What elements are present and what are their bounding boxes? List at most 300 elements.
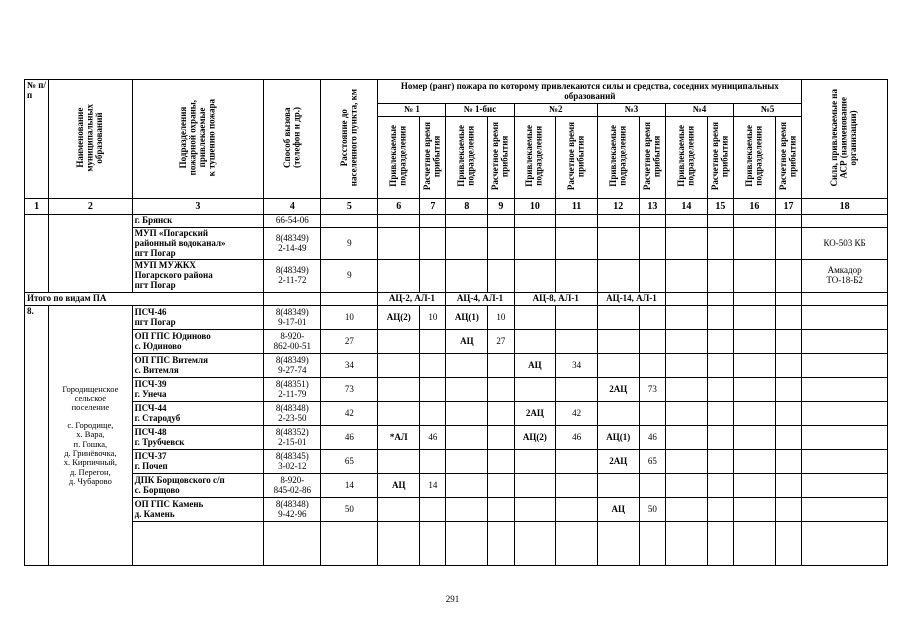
rank-cell — [420, 330, 446, 354]
table-row — [25, 306, 888, 330]
sub-header-units — [597, 116, 639, 198]
text-line: 66-54-06 — [275, 214, 309, 225]
rank-cell: АЦ — [597, 498, 639, 522]
rank-cell — [707, 474, 733, 498]
cell — [378, 214, 420, 227]
rank-cell: 46 — [639, 426, 665, 450]
table-row — [25, 330, 888, 354]
cell — [264, 293, 321, 306]
rank-cell — [775, 474, 802, 498]
cell — [707, 522, 733, 566]
cell — [734, 260, 776, 293]
rotated-header — [609, 125, 628, 187]
rank-cell — [446, 426, 488, 450]
phone-cell — [264, 227, 321, 260]
text-line: 9-42-96 — [278, 508, 307, 519]
text-line: ТО-18-Б2 — [826, 275, 863, 286]
text-line: 2-11-72 — [278, 275, 307, 286]
cell — [488, 260, 514, 293]
rank-cell — [597, 402, 639, 426]
rank-cell — [707, 378, 733, 402]
text-line: г. Почеп — [134, 460, 168, 471]
totals-r3: АЦ-14, АЛ-1 — [597, 293, 665, 306]
table-row — [25, 354, 888, 378]
rank-cell — [665, 354, 707, 378]
text-line: п. Гошка, — [73, 438, 108, 449]
col-force-header — [802, 80, 888, 199]
unit-cell — [132, 330, 264, 354]
text-line: подразделения — [465, 126, 476, 186]
force-cell — [802, 498, 888, 522]
text-line: Расчетное время — [778, 121, 789, 190]
rank-cell: 2АЦ — [597, 378, 639, 402]
col-unit-header — [132, 80, 264, 199]
rotated-header — [457, 125, 476, 187]
rank-cell — [420, 378, 446, 402]
cell — [597, 522, 639, 566]
cell — [420, 214, 446, 227]
cell — [378, 227, 420, 260]
text-line: Расчетное время — [490, 121, 501, 190]
rank-cell — [665, 378, 707, 402]
rank-header: №4 — [665, 104, 733, 117]
text-line: Расчетное время — [566, 121, 577, 190]
text-line: Сила, привлекаемые на — [829, 88, 840, 187]
text-line: х. Кирпичный, — [63, 457, 117, 468]
rank-cell: 46 — [420, 426, 446, 450]
text-line: Расчетное время — [709, 121, 720, 190]
sub-header-units — [665, 116, 707, 198]
rank-cell — [734, 330, 776, 354]
rank-cell — [639, 330, 665, 354]
phone-cell — [264, 402, 321, 426]
rank-cell — [488, 426, 514, 450]
text-line: Подразделения — [178, 106, 189, 169]
rank-cell — [597, 306, 639, 330]
text-line: к тушению пожара — [206, 98, 217, 177]
rank-cell — [446, 354, 488, 378]
force-cell — [802, 378, 888, 402]
rank-cell — [665, 330, 707, 354]
rank-cell — [775, 426, 802, 450]
unit-cell — [132, 227, 264, 260]
section-number: 8. — [25, 306, 49, 566]
column-number: 6 — [378, 198, 420, 214]
text-line: пгт Погар — [134, 280, 176, 291]
rank-cell — [446, 474, 488, 498]
cell — [665, 227, 707, 260]
phone-cell — [264, 426, 321, 450]
rank-cell — [665, 306, 707, 330]
rank-cell — [420, 450, 446, 474]
table-row — [25, 522, 888, 566]
rank-cell — [775, 450, 802, 474]
totals-row — [25, 293, 888, 306]
rank-cell — [378, 330, 420, 354]
text-line: д. Перегон, — [69, 466, 111, 477]
text-line: ПСЧ-39 — [134, 378, 167, 389]
unit-cell — [132, 260, 264, 293]
rank-cell — [734, 402, 776, 426]
text-line: 862-00-51 — [273, 340, 312, 351]
text-line: 8(48351) — [275, 378, 309, 389]
cell — [556, 260, 598, 293]
rank-cell — [446, 498, 488, 522]
text-line: населенного пункта, км — [348, 88, 359, 187]
rank-cell — [446, 378, 488, 402]
distance-cell: 73 — [321, 378, 378, 402]
rank-cell — [420, 402, 446, 426]
rank-cell: 2АЦ — [514, 402, 556, 426]
rank-cell: 14 — [420, 474, 446, 498]
cell — [132, 522, 264, 566]
rank-cell — [378, 378, 420, 402]
rank-cell — [734, 498, 776, 522]
rank-cell — [775, 378, 802, 402]
cell — [25, 214, 49, 292]
cell — [420, 260, 446, 293]
rotated-header — [830, 89, 858, 187]
phone-cell — [264, 214, 321, 227]
rank-cell — [775, 354, 802, 378]
force-cell — [802, 330, 888, 354]
text-line: образований — [94, 111, 105, 164]
table-row — [25, 474, 888, 498]
text-line: пгт Погар — [134, 247, 176, 258]
cell — [378, 522, 420, 566]
text-line: привлекаемые — [196, 107, 207, 168]
column-number: 4 — [264, 198, 321, 214]
unit-cell — [132, 474, 264, 498]
text-line: подразделения — [685, 126, 696, 186]
sub-header-units — [446, 116, 488, 198]
totals-r1bis: АЦ-4, АЛ-1 — [446, 293, 514, 306]
rank-cell: 42 — [556, 402, 598, 426]
column-number: 3 — [132, 198, 264, 214]
cell — [556, 522, 598, 566]
text-line: с. Витемля — [134, 364, 179, 375]
text-line: 8-920- — [280, 330, 305, 341]
force-cell — [802, 260, 888, 293]
text-line: ОП ГПС Камень — [134, 498, 204, 509]
rank-cell: 65 — [639, 450, 665, 474]
text-line: поселение — [71, 402, 110, 413]
phone-cell — [264, 306, 321, 330]
cell — [734, 227, 776, 260]
cell — [734, 522, 776, 566]
rank-cell — [514, 330, 556, 354]
mo-cell — [49, 306, 132, 566]
rank-cell — [378, 450, 420, 474]
rank-group-header: Номер (ранг) пожара по которому привлекаются силы и средства, соседних муниципальных образований — [378, 80, 802, 104]
cell — [321, 293, 378, 306]
rank-cell — [707, 402, 733, 426]
rotated-header — [76, 104, 104, 172]
text-line: ДПК Борщовского с/п — [134, 474, 225, 485]
text-line: Привлекаемые — [607, 125, 618, 187]
cell — [514, 522, 556, 566]
cell — [556, 227, 598, 260]
cell — [775, 227, 802, 260]
sub-header-time — [556, 116, 598, 198]
text-line: прибытия — [431, 135, 442, 177]
rank-cell: 46 — [556, 426, 598, 450]
rank-cell — [446, 450, 488, 474]
distance-cell: 27 — [321, 330, 378, 354]
rank-cell: АЦ(1) — [446, 306, 488, 330]
unit-cell — [132, 498, 264, 522]
phone-cell — [264, 474, 321, 498]
totals-r1: АЦ-2, АЛ-1 — [378, 293, 446, 306]
rank-cell: 34 — [556, 354, 598, 378]
text-line: подразделения — [533, 126, 544, 186]
rank-cell: АЦ(2) — [378, 306, 420, 330]
cell — [378, 260, 420, 293]
column-number: 10 — [514, 198, 556, 214]
column-number: 1 — [25, 198, 49, 214]
text-line: 8(48349) — [275, 232, 309, 243]
phone-cell — [264, 354, 321, 378]
text-line: ПСЧ-46 — [134, 306, 167, 317]
sub-header-time — [488, 116, 514, 198]
text-line: подразделения — [397, 126, 408, 186]
rank-cell — [639, 354, 665, 378]
unit-cell — [132, 306, 264, 330]
rank-header: №2 — [514, 104, 597, 117]
text-line: Расчетное время — [641, 121, 652, 190]
table-row — [25, 402, 888, 426]
cell — [488, 522, 514, 566]
col-dist-header — [321, 80, 378, 199]
distance-cell: 34 — [321, 354, 378, 378]
text-line: Привлекаемые — [524, 125, 535, 187]
text-line: д. Чубарово — [68, 475, 112, 486]
rank-cell — [488, 402, 514, 426]
rank-cell — [556, 474, 598, 498]
rank-cell — [420, 498, 446, 522]
cell — [597, 227, 639, 260]
rank-cell — [734, 354, 776, 378]
table-row — [25, 450, 888, 474]
cell — [597, 260, 639, 293]
rank-cell — [665, 474, 707, 498]
cell — [802, 522, 888, 566]
rank-cell — [665, 450, 707, 474]
rank-cell — [707, 330, 733, 354]
text-line: 2-23-50 — [278, 412, 307, 423]
distance-cell: 50 — [321, 498, 378, 522]
text-line: Расчетное время — [422, 121, 433, 190]
col-num-header: № п/п — [25, 80, 49, 199]
column-number: 5 — [321, 198, 378, 214]
text-line: Привлекаемые — [456, 125, 467, 187]
rotated-header — [711, 122, 730, 190]
rank-cell — [597, 354, 639, 378]
cell — [420, 522, 446, 566]
rank-cell: 2АЦ — [597, 450, 639, 474]
distance-cell: 65 — [321, 450, 378, 474]
table-row — [25, 498, 888, 522]
column-number: 13 — [639, 198, 665, 214]
text-line: АСР (наименование — [838, 96, 849, 179]
text-line: МУП «Погарский — [134, 227, 209, 238]
distance-cell: 9 — [321, 260, 378, 293]
rank-cell — [420, 354, 446, 378]
rank-cell — [707, 498, 733, 522]
rank-cell — [597, 330, 639, 354]
text-line: г. Трубчевск — [134, 436, 185, 447]
rank-cell — [556, 498, 598, 522]
rank-cell — [446, 402, 488, 426]
rank-cell — [775, 498, 802, 522]
table-row — [25, 260, 888, 293]
rank-cell: 50 — [639, 498, 665, 522]
column-number: 11 — [556, 198, 598, 214]
cell — [665, 260, 707, 293]
rank-cell — [556, 378, 598, 402]
rank-header: №5 — [734, 104, 802, 117]
column-number: 17 — [775, 198, 802, 214]
text-line: КО-503 КБ — [823, 237, 866, 248]
rank-cell — [665, 426, 707, 450]
table-row — [25, 378, 888, 402]
force-cell — [802, 426, 888, 450]
text-line: 8(48349) — [275, 265, 309, 276]
text-line: прибытия — [575, 135, 586, 177]
rank-cell — [639, 306, 665, 330]
cell — [665, 214, 707, 227]
rank-cell: АЦ(1) — [597, 426, 639, 450]
column-number: 14 — [665, 198, 707, 214]
force-cell — [802, 402, 888, 426]
column-number: 16 — [734, 198, 776, 214]
cell — [707, 260, 733, 293]
column-number: 7 — [420, 198, 446, 214]
text-line: х. Вара, — [76, 429, 105, 440]
text-line: Привлекаемые — [675, 125, 686, 187]
rank-cell — [514, 498, 556, 522]
cell — [734, 293, 776, 306]
text-line: Погарского района — [134, 270, 213, 281]
cell — [488, 227, 514, 260]
rotated-header — [643, 122, 662, 190]
rotated-header — [525, 125, 544, 187]
rank-header: № 1 — [378, 104, 446, 117]
cell — [665, 522, 707, 566]
cell — [639, 214, 665, 227]
rank-cell — [775, 402, 802, 426]
sub-header-time — [420, 116, 446, 198]
cell — [707, 227, 733, 260]
rank-cell — [514, 450, 556, 474]
text-line: Амкадор — [827, 265, 862, 276]
cell — [775, 260, 802, 293]
text-line: г. Унеча — [134, 388, 167, 399]
sub-header-units — [734, 116, 776, 198]
text-line: 8(48352) — [275, 426, 309, 437]
text-line: ПСЧ-37 — [134, 450, 167, 461]
rank-cell — [734, 426, 776, 450]
text-line: сельское — [74, 393, 107, 404]
text-line: прибытия — [719, 135, 730, 177]
rank-cell — [488, 354, 514, 378]
distance-cell: 14 — [321, 474, 378, 498]
rank-cell — [639, 402, 665, 426]
rotated-header — [779, 122, 798, 190]
col-call-header — [264, 80, 321, 199]
rank-cell: АЦ — [514, 354, 556, 378]
cell — [556, 214, 598, 227]
unit-cell — [132, 450, 264, 474]
text-line: г. Брянск — [134, 214, 173, 225]
text-line: прибытия — [499, 135, 510, 177]
rank-cell: АЦ — [378, 474, 420, 498]
text-line: 2-15-01 — [278, 436, 307, 447]
sub-header-time — [707, 116, 733, 198]
totals-r2: АЦ-8, АЛ-1 — [514, 293, 597, 306]
rotated-header — [423, 122, 442, 190]
text-line: прибытия — [651, 135, 662, 177]
text-line: муниципальных — [84, 103, 95, 172]
text-line: организации) — [848, 109, 859, 166]
rank-cell — [556, 306, 598, 330]
force-cell — [802, 474, 888, 498]
rank-cell: 10 — [420, 306, 446, 330]
fire-rank-table — [24, 79, 888, 566]
cell — [446, 260, 488, 293]
rank-cell — [514, 306, 556, 330]
text-line: 9-17-01 — [278, 316, 307, 327]
force-cell — [802, 306, 888, 330]
rank-cell — [514, 378, 556, 402]
text-line: 845-02-86 — [273, 484, 312, 495]
rank-cell — [707, 450, 733, 474]
rank-cell: АЦ — [446, 330, 488, 354]
cell — [321, 522, 378, 566]
text-line: (телефон и др.) — [291, 107, 302, 168]
cell — [49, 214, 132, 292]
force-cell — [802, 214, 888, 227]
text-line: подразделения — [753, 126, 764, 186]
rotated-header — [567, 122, 586, 190]
force-cell — [802, 450, 888, 474]
text-line: пожарной охраны, — [187, 99, 198, 176]
cell — [639, 522, 665, 566]
cell — [446, 522, 488, 566]
rank-cell — [707, 306, 733, 330]
column-number: 18 — [802, 198, 888, 214]
cell — [420, 227, 446, 260]
rank-cell: *АЛ — [378, 426, 420, 450]
text-line: г. Стародуб — [134, 412, 181, 423]
rank-cell — [378, 402, 420, 426]
distance-cell: 42 — [321, 402, 378, 426]
unit-cell — [132, 354, 264, 378]
cell — [802, 293, 888, 306]
rotated-header — [677, 125, 696, 187]
unit-cell — [132, 214, 264, 227]
cell — [514, 260, 556, 293]
text-line: 2-14-49 — [278, 242, 307, 253]
text-line: с. Юдиново — [134, 340, 182, 351]
cell — [775, 522, 802, 566]
text-line: ПСЧ-48 — [134, 426, 167, 437]
column-number: 8 — [446, 198, 488, 214]
rotated-header — [283, 107, 302, 168]
text-line: Способ вызова — [281, 107, 292, 168]
rank-cell — [734, 450, 776, 474]
cell — [707, 293, 733, 306]
